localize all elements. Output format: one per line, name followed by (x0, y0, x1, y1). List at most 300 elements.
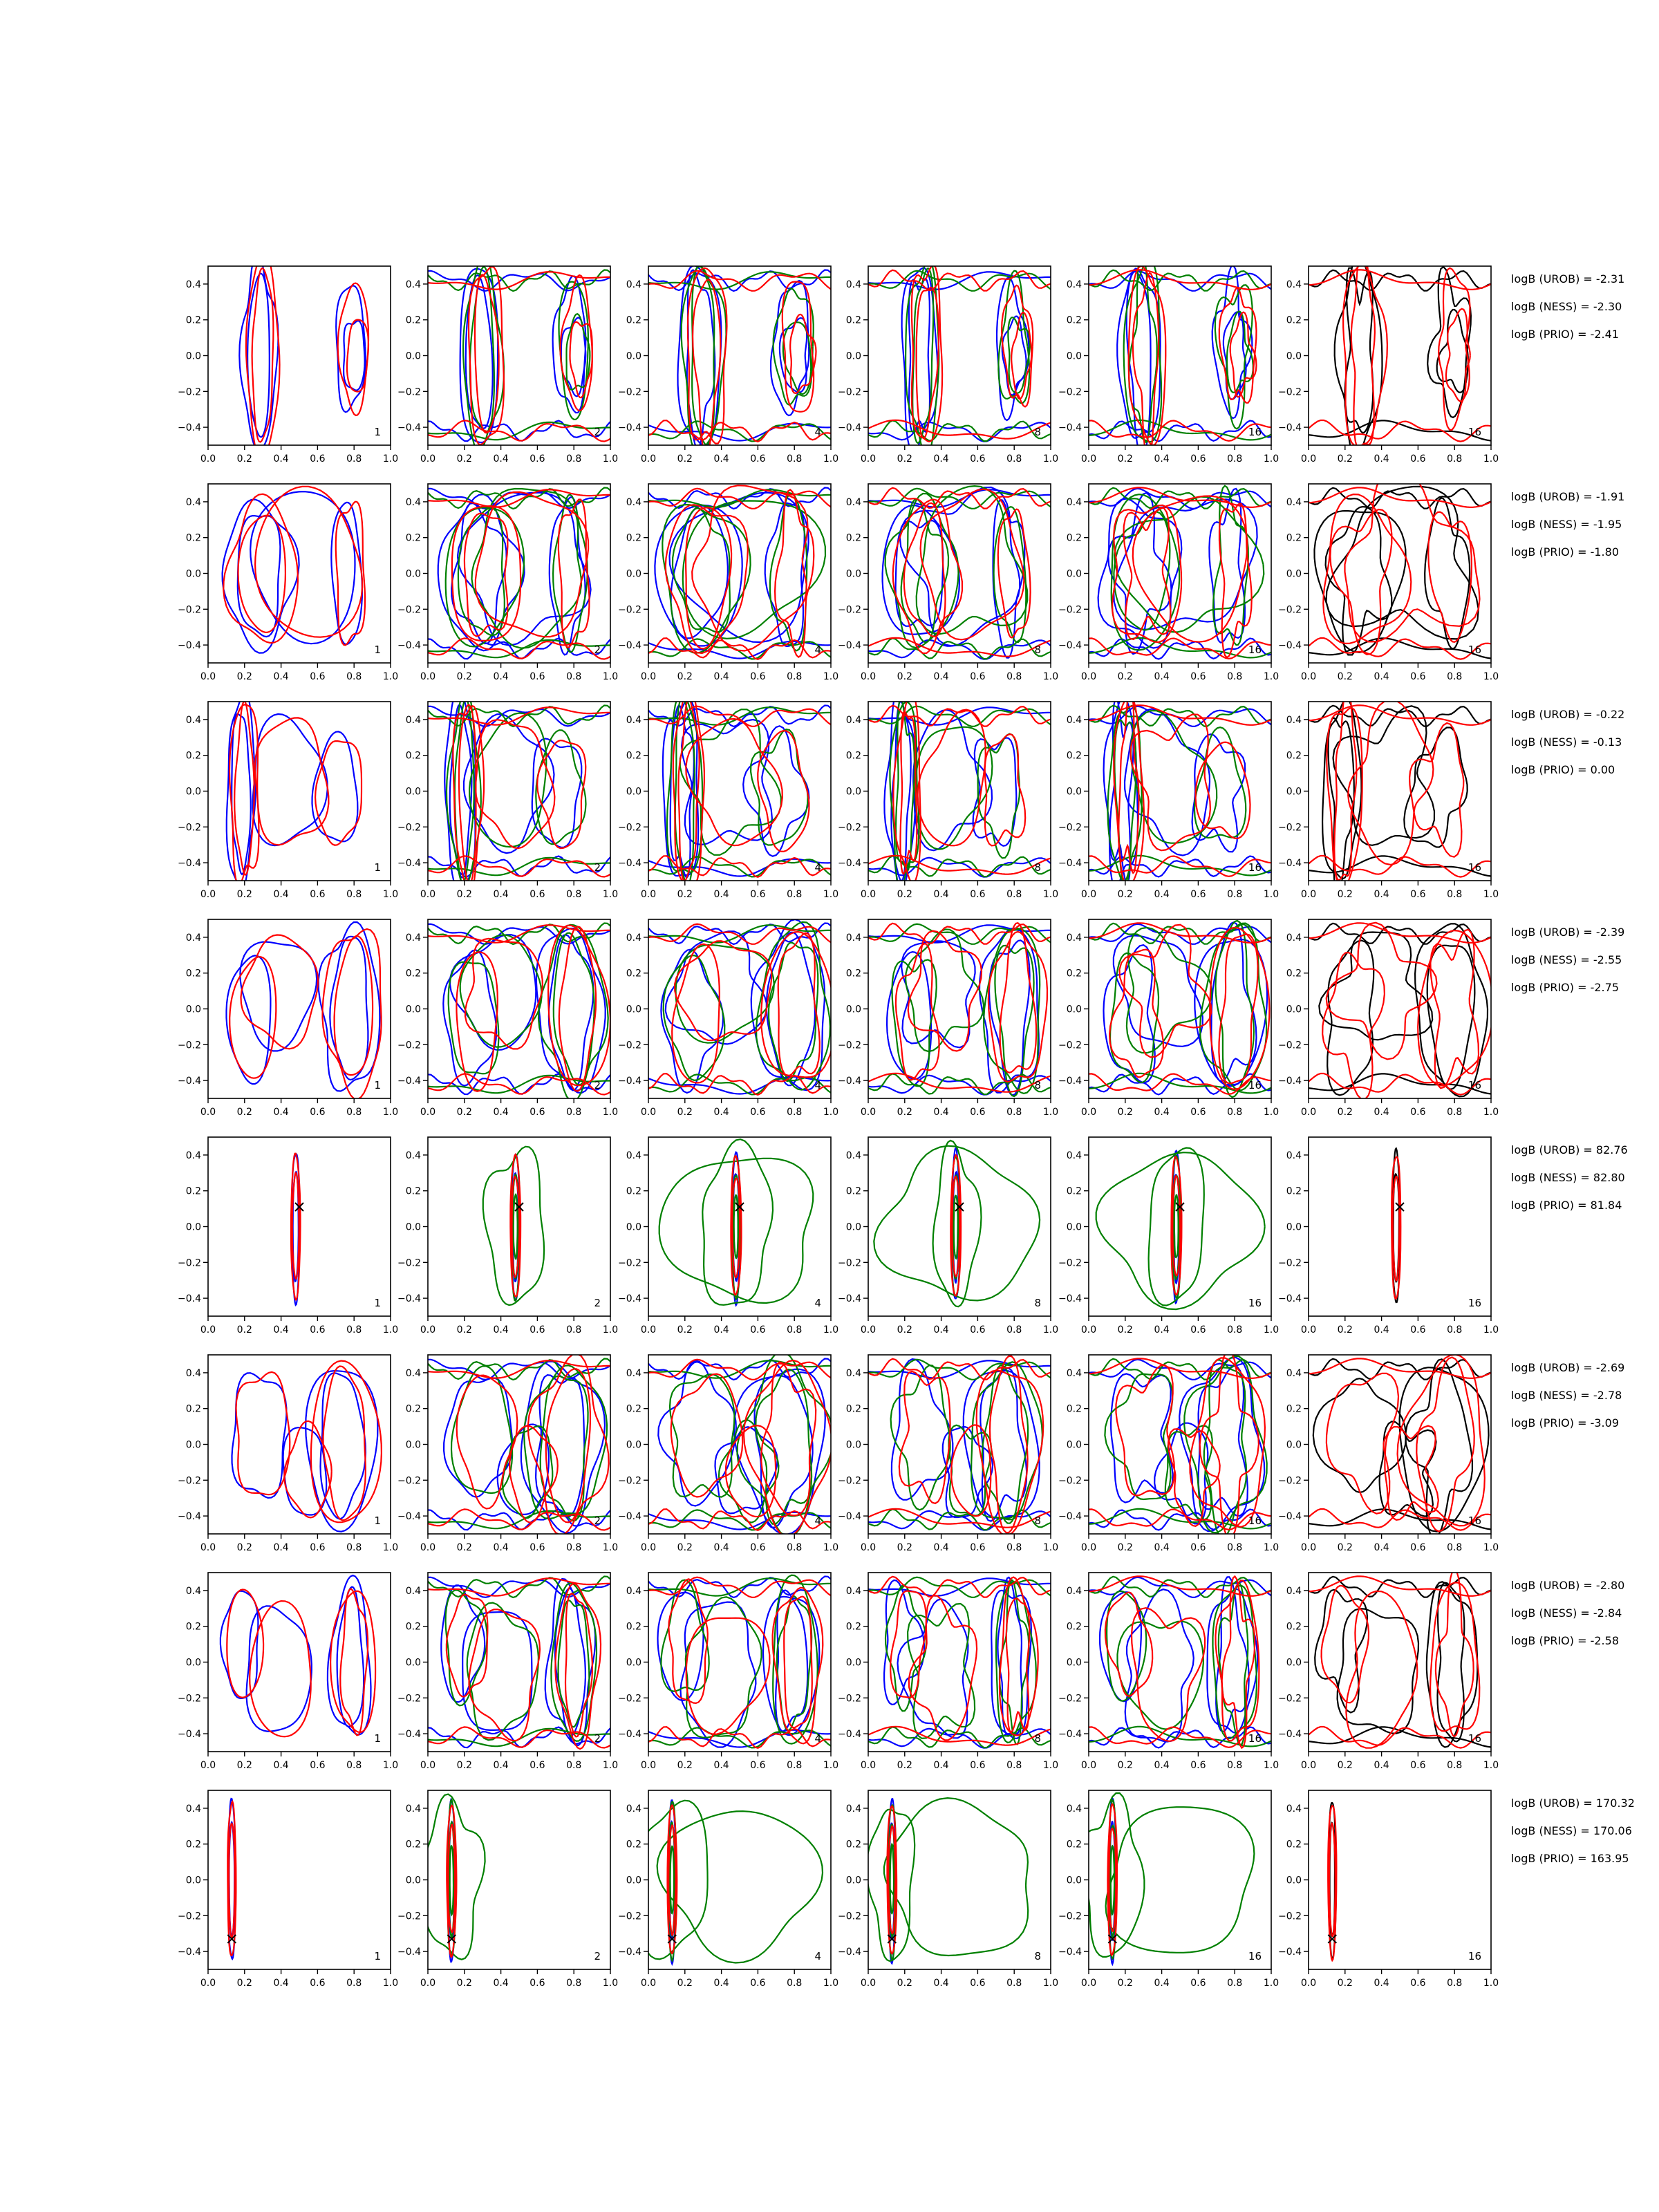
y-tick-label: −0.4 (1058, 1293, 1082, 1305)
x-tick-label: 0.4 (933, 1107, 949, 1118)
x-tick-label: 0.0 (200, 1107, 216, 1118)
subplot-r1-c3 (618, 265, 838, 465)
y-tick-label: 0.2 (1066, 1621, 1082, 1633)
panel-count-label: 8 (1034, 1732, 1041, 1745)
y-tick-label: 0.2 (185, 750, 201, 762)
x-tick-label: 0.6 (750, 453, 766, 465)
x-tick-label: 0.8 (1006, 1760, 1022, 1771)
y-tick-label: 0.0 (626, 786, 641, 798)
subplot-r2-c3 (618, 484, 838, 682)
y-tick-label: 0.2 (1286, 1839, 1302, 1850)
y-tick-label: −0.2 (397, 1911, 421, 1922)
y-tick-label: 0.4 (626, 1803, 641, 1815)
contour-area (868, 692, 1051, 890)
prio-contour (1309, 1074, 1491, 1095)
panel-count-label: 2 (594, 861, 601, 874)
ness-contour (868, 706, 1051, 727)
x-tick-label: 0.2 (456, 1760, 472, 1771)
x-tick-label: 0.4 (933, 1542, 949, 1553)
panel-count-label: 8 (1034, 426, 1041, 438)
y-tick-label: 0.0 (405, 1439, 421, 1451)
ness-contour (1114, 512, 1170, 630)
x-tick-label: 0.2 (677, 453, 693, 465)
x-tick-label: 0.8 (1447, 1978, 1463, 1989)
x-tick-label: 0.0 (1080, 453, 1097, 465)
panel-count-label: 16 (1248, 861, 1262, 874)
x-tick-label: 0.2 (236, 1542, 252, 1553)
logb-value: logB (NESS) = -1.95 (1511, 518, 1622, 531)
y-tick-label: −0.2 (178, 1911, 201, 1922)
x-tick-label: 1.0 (382, 889, 399, 900)
x-tick-label: 0.0 (860, 1978, 877, 1989)
subplot-r6-c2 (397, 1353, 618, 1553)
y-tick-label: −0.2 (397, 386, 421, 398)
contour-area (1309, 923, 1493, 1099)
urob-contour (336, 285, 366, 412)
y-tick-label: 0.0 (1286, 350, 1302, 362)
x-tick-label: 0.4 (713, 1107, 729, 1118)
ness-contour (906, 930, 984, 1052)
x-tick-label: 1.0 (382, 1760, 399, 1771)
y-tick-label: 0.0 (1066, 1004, 1082, 1015)
y-tick-label: −0.2 (397, 604, 421, 616)
x-tick-label: 0.0 (420, 1978, 436, 1989)
y-tick-label: 0.4 (845, 714, 861, 726)
y-tick-label: −0.2 (838, 1693, 861, 1705)
urob-contour (238, 516, 281, 637)
x-tick-label: 0.4 (713, 671, 729, 682)
y-tick-label: −0.2 (618, 1257, 641, 1269)
x-tick-label: 0.2 (1337, 1107, 1353, 1118)
x-tick-label: 0.6 (1410, 889, 1426, 900)
urob-contour (428, 639, 610, 659)
contour-area (868, 1577, 1051, 1748)
x-tick-label: 0.4 (1154, 1542, 1170, 1553)
x-tick-label: 0.2 (1337, 1978, 1353, 1989)
contour-area (648, 687, 831, 887)
subplot-r1-c4 (838, 260, 1058, 465)
x-tick-label: 0.2 (1117, 1324, 1133, 1335)
x-tick-label: 1.0 (602, 453, 619, 465)
panel-count-label: 16 (1248, 426, 1262, 438)
y-tick-label: 0.2 (405, 532, 421, 544)
x-tick-label: 0.0 (420, 671, 436, 682)
ref-contour (1344, 268, 1373, 433)
prio-contour (469, 1609, 541, 1741)
y-tick-label: −0.4 (838, 1293, 861, 1305)
x-tick-label: 0.0 (420, 453, 436, 465)
y-tick-label: 0.2 (1066, 1403, 1082, 1415)
y-tick-label: 0.4 (185, 496, 201, 508)
x-tick-label: 0.8 (566, 453, 582, 465)
logb-value: logB (UROB) = -2.80 (1511, 1579, 1625, 1592)
logb-value: logB (UROB) = 82.76 (1511, 1143, 1628, 1156)
y-tick-label: 0.4 (1066, 279, 1082, 290)
y-tick-label: 0.4 (405, 279, 421, 290)
x-tick-label: 0.6 (310, 1107, 326, 1118)
prio-contour (1116, 1365, 1175, 1495)
prio-contour (246, 252, 280, 459)
x-tick-label: 0.0 (420, 1107, 436, 1118)
logb-value: logB (PRIO) = -3.09 (1511, 1416, 1619, 1430)
x-tick-label: 0.2 (677, 1324, 693, 1335)
y-tick-label: −0.4 (618, 422, 641, 434)
y-tick-label: −0.4 (1058, 1729, 1082, 1741)
y-tick-label: −0.2 (1058, 1257, 1082, 1269)
contour-area (428, 254, 610, 451)
x-tick-label: 0.6 (1190, 1324, 1206, 1335)
urob-contour (306, 1371, 377, 1532)
x-tick-label: 0.8 (346, 1324, 362, 1335)
x-tick-label: 0.4 (273, 453, 289, 465)
x-tick-label: 0.0 (420, 1324, 436, 1335)
y-tick-label: −0.2 (1058, 604, 1082, 616)
panel-count-label: 4 (814, 1515, 821, 1527)
x-tick-label: 0.8 (1227, 1760, 1243, 1771)
x-tick-label: 0.6 (310, 1324, 326, 1335)
prio-contour (899, 1371, 950, 1503)
x-tick-label: 0.2 (456, 889, 472, 900)
y-tick-label: 0.2 (185, 968, 201, 980)
panel-count-label: 1 (374, 1297, 381, 1309)
ness-contour (884, 1798, 1028, 1956)
y-tick-label: −0.2 (838, 1911, 861, 1922)
y-tick-label: 0.2 (845, 532, 861, 544)
x-tick-label: 0.8 (346, 1760, 362, 1771)
x-tick-label: 0.0 (1300, 889, 1317, 900)
prio-contour (428, 856, 610, 877)
x-tick-label: 0.4 (273, 1978, 289, 1989)
y-tick-label: −0.4 (618, 1947, 641, 1958)
y-tick-label: 0.4 (1286, 1803, 1302, 1815)
x-tick-label: 0.6 (1410, 1324, 1426, 1335)
y-tick-label: −0.4 (1278, 640, 1302, 652)
logb-annotations (1511, 490, 1624, 559)
x-tick-label: 0.8 (1227, 671, 1243, 682)
x-tick-label: 0.4 (1154, 889, 1170, 900)
y-tick-label: 0.4 (1286, 932, 1302, 944)
y-tick-label: −0.4 (397, 858, 421, 870)
x-tick-label: 0.0 (200, 671, 216, 682)
x-tick-label: 0.0 (200, 453, 216, 465)
y-tick-label: −0.4 (618, 1729, 641, 1741)
prio-contour (761, 1362, 816, 1515)
panel-count-label: 1 (374, 1515, 381, 1527)
x-tick-label: 0.4 (273, 1542, 289, 1553)
logb-annotations (1511, 1143, 1628, 1212)
subplot-r7-c5 (1058, 1573, 1279, 1771)
panel-count-label: 2 (594, 426, 601, 438)
x-tick-label: 0.4 (933, 1760, 949, 1771)
urob-contour (776, 1591, 807, 1732)
x-tick-label: 0.6 (750, 1542, 766, 1553)
y-tick-label: 0.4 (626, 279, 641, 290)
contour-area (648, 485, 831, 659)
x-tick-label: 0.2 (897, 671, 912, 682)
prio-contour (868, 420, 1051, 439)
y-tick-label: 0.2 (626, 1621, 641, 1633)
prio-contour (229, 957, 276, 1078)
subplot-r3-c2 (397, 688, 618, 900)
y-tick-label: −0.4 (1278, 1511, 1302, 1523)
panel-count-label: 16 (1248, 1079, 1262, 1091)
x-tick-label: 0.8 (1227, 889, 1243, 900)
y-tick-label: 0.0 (626, 1657, 641, 1669)
x-tick-label: 1.0 (1483, 1760, 1499, 1771)
y-tick-label: 0.2 (845, 968, 861, 980)
panel-count-label: 16 (1468, 644, 1481, 656)
x-tick-label: 0.8 (1447, 1542, 1463, 1553)
x-tick-label: 0.0 (1300, 1978, 1317, 1989)
x-tick-label: 0.6 (529, 1542, 545, 1553)
contour-area (239, 252, 368, 459)
y-tick-label: −0.2 (618, 1040, 641, 1051)
y-tick-label: −0.4 (838, 1947, 861, 1958)
urob-contour (681, 1602, 756, 1747)
panel-count-label: 4 (814, 861, 821, 874)
y-tick-label: 0.0 (405, 568, 421, 580)
x-tick-label: 1.0 (1042, 1760, 1059, 1771)
y-tick-label: 0.2 (405, 1403, 421, 1415)
contour-area (1089, 251, 1271, 458)
y-tick-label: 0.4 (185, 932, 201, 944)
x-tick-label: 1.0 (823, 453, 839, 465)
subplot-r3-c4 (838, 692, 1058, 900)
subplot-r8-c3 (618, 1790, 838, 1989)
x-tick-label: 0.6 (1190, 1760, 1206, 1771)
y-tick-label: −0.2 (1058, 1693, 1082, 1705)
y-tick-label: −0.2 (618, 822, 641, 834)
prio-contour (465, 939, 543, 1049)
y-tick-label: 0.4 (1066, 496, 1082, 508)
panel-count-label: 2 (594, 1950, 601, 1962)
x-tick-label: 0.4 (713, 1324, 729, 1335)
contour-area (1096, 1148, 1265, 1310)
x-tick-label: 0.8 (1006, 671, 1022, 682)
x-tick-label: 1.0 (1042, 671, 1059, 682)
logb-value: logB (PRIO) = -2.41 (1511, 328, 1619, 341)
x-tick-label: 0.0 (1300, 453, 1317, 465)
y-tick-label: 0.2 (1286, 1621, 1302, 1633)
subplot-r7-c3 (618, 1573, 838, 1771)
x-tick-label: 0.8 (787, 1324, 803, 1335)
y-tick-label: 0.0 (845, 1004, 861, 1015)
x-tick-label: 0.4 (933, 1978, 949, 1989)
x-tick-label: 1.0 (823, 889, 839, 900)
x-tick-label: 0.0 (1300, 1107, 1317, 1118)
y-tick-label: 0.2 (626, 532, 641, 544)
panel-count-label: 8 (1034, 644, 1041, 656)
urob-contour (1127, 272, 1151, 456)
y-tick-label: −0.2 (1058, 1040, 1082, 1051)
y-tick-label: −0.2 (838, 604, 861, 616)
subplot-r6-c4 (838, 1355, 1058, 1553)
x-tick-label: 1.0 (1483, 889, 1499, 900)
x-tick-label: 0.4 (493, 889, 509, 900)
contour-area (428, 1577, 610, 1750)
logb-value: logB (NESS) = -2.84 (1511, 1606, 1622, 1620)
x-tick-label: 0.6 (970, 889, 986, 900)
subplot-r1-c2 (397, 254, 618, 465)
x-tick-label: 1.0 (382, 453, 399, 465)
subplot-r2-c5 (1058, 484, 1279, 682)
urob-contour (428, 421, 610, 442)
logb-value: logB (NESS) = 82.80 (1511, 1171, 1625, 1184)
y-tick-label: 0.2 (1066, 1839, 1082, 1850)
subplot-r7-c1 (178, 1573, 398, 1771)
urob-contour (428, 856, 610, 877)
x-tick-label: 0.0 (640, 889, 657, 900)
x-tick-label: 0.6 (1410, 1760, 1426, 1771)
x-tick-label: 0.0 (1080, 671, 1097, 682)
y-tick-label: 0.4 (1286, 279, 1302, 290)
x-tick-label: 0.8 (346, 453, 362, 465)
x-tick-label: 0.4 (493, 1107, 509, 1118)
subplot-r4-c3 (618, 919, 838, 1118)
y-tick-label: −0.4 (618, 640, 641, 652)
ref-contour (1309, 488, 1491, 509)
urob-contour (648, 1359, 831, 1380)
y-tick-label: 0.4 (626, 932, 641, 944)
y-tick-label: −0.2 (397, 1257, 421, 1269)
x-tick-label: 0.8 (566, 1542, 582, 1553)
panel-count-label: 16 (1468, 1950, 1481, 1962)
contour-area (223, 487, 365, 653)
x-tick-label: 0.8 (1227, 1107, 1243, 1118)
contour-area (428, 1353, 610, 1535)
prio-contour (428, 638, 610, 659)
x-tick-label: 0.8 (787, 1760, 803, 1771)
y-tick-label: −0.2 (397, 1475, 421, 1487)
subplot-r8-c4 (838, 1790, 1058, 1989)
x-tick-label: 0.2 (897, 1324, 912, 1335)
y-tick-label: −0.2 (1278, 1475, 1302, 1487)
x-tick-label: 0.8 (1227, 1978, 1243, 1989)
ref-contour (1327, 487, 1479, 639)
x-tick-label: 0.0 (200, 1978, 216, 1989)
y-tick-label: −0.4 (838, 1076, 861, 1087)
subplot-r1-c6 (1278, 246, 1499, 465)
prio-contour (428, 420, 610, 441)
ness-contour (1215, 285, 1253, 429)
x-tick-label: 0.4 (933, 889, 949, 900)
contour-area (874, 1141, 1040, 1306)
x-tick-label: 0.4 (713, 889, 729, 900)
y-tick-label: 0.2 (1066, 968, 1082, 980)
y-tick-label: −0.2 (838, 1475, 861, 1487)
x-tick-label: 0.0 (200, 1324, 216, 1335)
x-tick-label: 0.0 (1080, 1978, 1097, 1989)
x-tick-label: 0.8 (787, 889, 803, 900)
y-tick-label: 0.2 (405, 750, 421, 762)
x-tick-label: 0.0 (1080, 1324, 1097, 1335)
x-tick-label: 0.6 (970, 671, 986, 682)
y-tick-label: 0.0 (626, 1439, 641, 1451)
x-tick-label: 1.0 (1042, 1107, 1059, 1118)
x-tick-label: 0.6 (970, 453, 986, 465)
y-tick-label: 0.2 (1286, 750, 1302, 762)
prio-contour (1089, 638, 1271, 658)
urob-contour (344, 321, 364, 391)
x-tick-label: 1.0 (382, 671, 399, 682)
logb-value: logB (PRIO) = 163.95 (1511, 1852, 1629, 1865)
y-tick-label: 0.0 (845, 1439, 861, 1451)
x-tick-label: 0.8 (787, 453, 803, 465)
subplot-r8-c1 (178, 1790, 398, 1989)
x-tick-label: 0.2 (897, 453, 912, 465)
y-tick-label: −0.2 (1278, 1040, 1302, 1051)
x-tick-label: 1.0 (1483, 1107, 1499, 1118)
contour-area (1309, 1569, 1491, 1748)
x-tick-label: 1.0 (1483, 671, 1499, 682)
y-tick-label: 0.4 (185, 1367, 201, 1379)
y-tick-label: −0.4 (838, 422, 861, 434)
y-tick-label: 0.0 (185, 1221, 201, 1233)
logb-annotations (1511, 1797, 1635, 1865)
y-tick-label: −0.4 (1278, 858, 1302, 870)
y-tick-label: 0.0 (845, 786, 861, 798)
x-tick-label: 0.4 (933, 1324, 949, 1335)
panel-count-label: 4 (814, 1297, 821, 1309)
y-tick-label: 0.4 (405, 1803, 421, 1815)
x-tick-label: 1.0 (602, 889, 619, 900)
y-tick-label: −0.2 (838, 1257, 861, 1269)
y-tick-label: 0.2 (185, 1839, 201, 1850)
y-tick-label: −0.2 (1278, 1911, 1302, 1922)
y-tick-label: 0.4 (1286, 1585, 1302, 1597)
prio-contour (227, 1590, 263, 1698)
x-tick-label: 0.8 (1447, 671, 1463, 682)
logb-value: logB (PRIO) = 81.84 (1511, 1199, 1622, 1212)
x-tick-label: 1.0 (823, 1760, 839, 1771)
y-tick-label: −0.2 (178, 822, 201, 834)
x-tick-label: 0.8 (346, 671, 362, 682)
y-tick-label: −0.4 (618, 1293, 641, 1305)
contour-area (1309, 468, 1491, 659)
y-tick-label: 0.2 (185, 532, 201, 544)
contour-area (232, 1361, 382, 1532)
logb-annotations (1511, 1361, 1624, 1430)
y-tick-label: −0.4 (178, 858, 201, 870)
x-tick-label: 0.8 (787, 1542, 803, 1553)
panel-count-label: 2 (594, 1079, 601, 1091)
x-tick-label: 0.6 (529, 1760, 545, 1771)
y-tick-label: −0.2 (1058, 386, 1082, 398)
panel-count-label: 1 (374, 426, 381, 438)
x-tick-label: 0.8 (1006, 453, 1022, 465)
subplot-r7-c2 (397, 1573, 618, 1771)
x-tick-label: 0.8 (1227, 453, 1243, 465)
y-tick-label: −0.4 (1278, 1729, 1302, 1741)
x-tick-label: 0.6 (750, 1107, 766, 1118)
prio-contour (773, 1588, 823, 1744)
x-tick-label: 0.6 (1410, 1107, 1426, 1118)
x-tick-label: 0.4 (1374, 1978, 1389, 1989)
x-tick-label: 0.2 (456, 453, 472, 465)
x-tick-label: 1.0 (1483, 453, 1499, 465)
y-tick-label: −0.4 (1278, 422, 1302, 434)
x-tick-label: 0.2 (1117, 671, 1133, 682)
y-tick-label: −0.2 (1278, 386, 1302, 398)
subplot-r5-c1 (178, 1137, 398, 1335)
prio-contour (744, 1360, 832, 1537)
y-tick-label: −0.2 (838, 386, 861, 398)
panel-count-label: 8 (1034, 1297, 1041, 1309)
x-tick-label: 1.0 (1263, 1324, 1280, 1335)
urob-contour (561, 318, 586, 397)
y-tick-label: 0.0 (1066, 568, 1082, 580)
panel-count-label: 4 (814, 426, 821, 438)
